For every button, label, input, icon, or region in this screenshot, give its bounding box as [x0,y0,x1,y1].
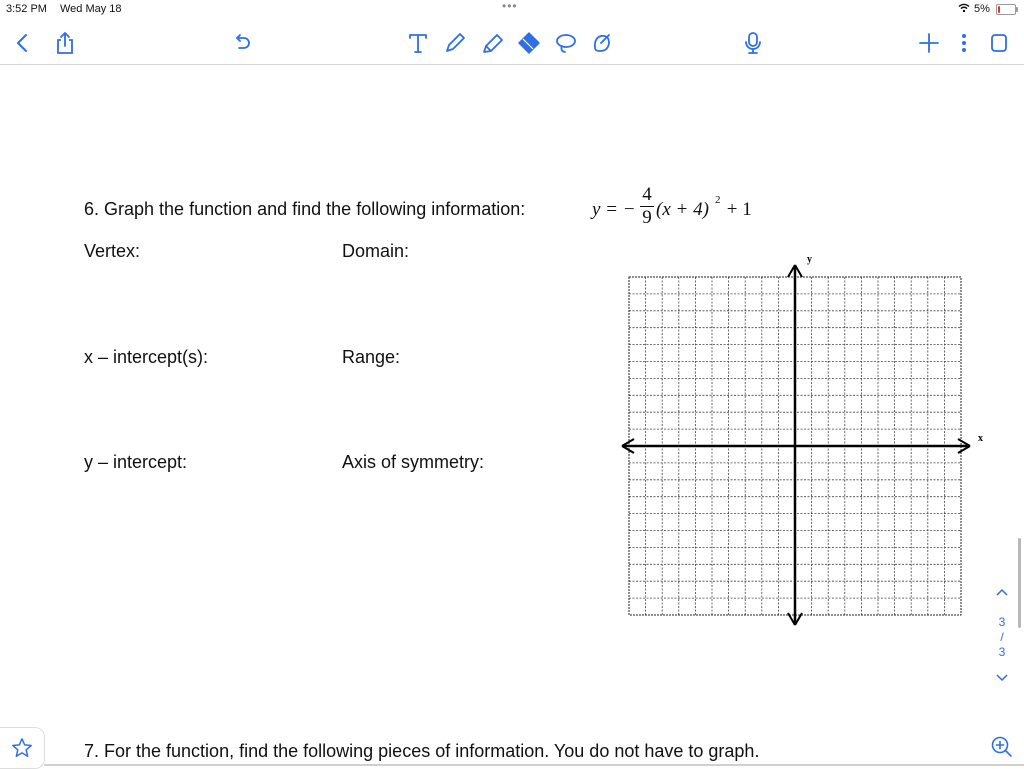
star-icon [11,737,33,759]
axis-of-symmetry-label: Axis of symmetry: [342,452,485,472]
microphone-icon[interactable] [740,30,766,56]
scrollbar[interactable] [1018,538,1021,628]
multitasking-dots[interactable]: ••• [502,0,518,13]
highlighter-icon[interactable] [480,30,506,56]
y-intercept-label: y – intercept: [84,452,188,472]
undo-icon[interactable] [229,30,255,56]
formula-body: (x + 4) [656,199,709,220]
page-view-icon[interactable] [986,30,1012,56]
back-icon[interactable] [10,30,36,56]
status-date: Wed May 18 [60,3,122,15]
coordinate-grid[interactable] [614,250,994,635]
battery-level [998,6,1000,13]
text-tool-icon[interactable] [405,30,431,56]
x-axis-label: x [978,433,983,444]
status-time: 3:52 PM [6,3,47,15]
lasso-icon[interactable] [553,30,579,56]
formula-numerator: 4 [642,184,652,205]
formula-tail: + 1 [722,199,752,220]
formula-exponent: 2 [715,194,721,206]
total-pages: 3 [998,645,1006,659]
page-separator: / [1000,630,1004,644]
favorite-button[interactable] [0,727,45,769]
page-navigator [990,586,1014,687]
page-up-icon[interactable] [990,586,1014,601]
question-6-title: 6. Graph the function and find the following information: [84,199,526,219]
current-page: 3 [998,615,1006,629]
wifi-icon [958,3,970,16]
eraser-icon[interactable] [516,30,542,56]
page-down-icon[interactable] [990,672,1014,687]
domain-label: Domain: [342,241,410,261]
range-label: Range: [342,347,401,367]
status-bar [0,0,1024,20]
battery-percent: 5% [974,3,990,15]
x-intercepts-label: x – intercept(s): [84,347,209,367]
formula-denominator: 9 [642,207,652,228]
battery-icon [996,4,1016,15]
toolbar [0,22,1024,65]
zoom-icon[interactable] [990,735,1014,759]
more-icon[interactable] [951,30,977,56]
vertex-label: Vertex: [84,241,141,261]
page-bottom-edge [44,764,1024,766]
share-icon[interactable] [52,30,78,56]
pen-icon[interactable] [442,30,468,56]
add-icon[interactable] [916,30,942,56]
formula-lhs: y = − [592,199,636,220]
question-7-title: 7. For the function, find the following pieces of information. You do not have to graph. [84,741,760,761]
shapes-icon[interactable] [589,30,615,56]
formula-fraction [640,186,654,227]
y-axis-label: y [807,254,812,265]
